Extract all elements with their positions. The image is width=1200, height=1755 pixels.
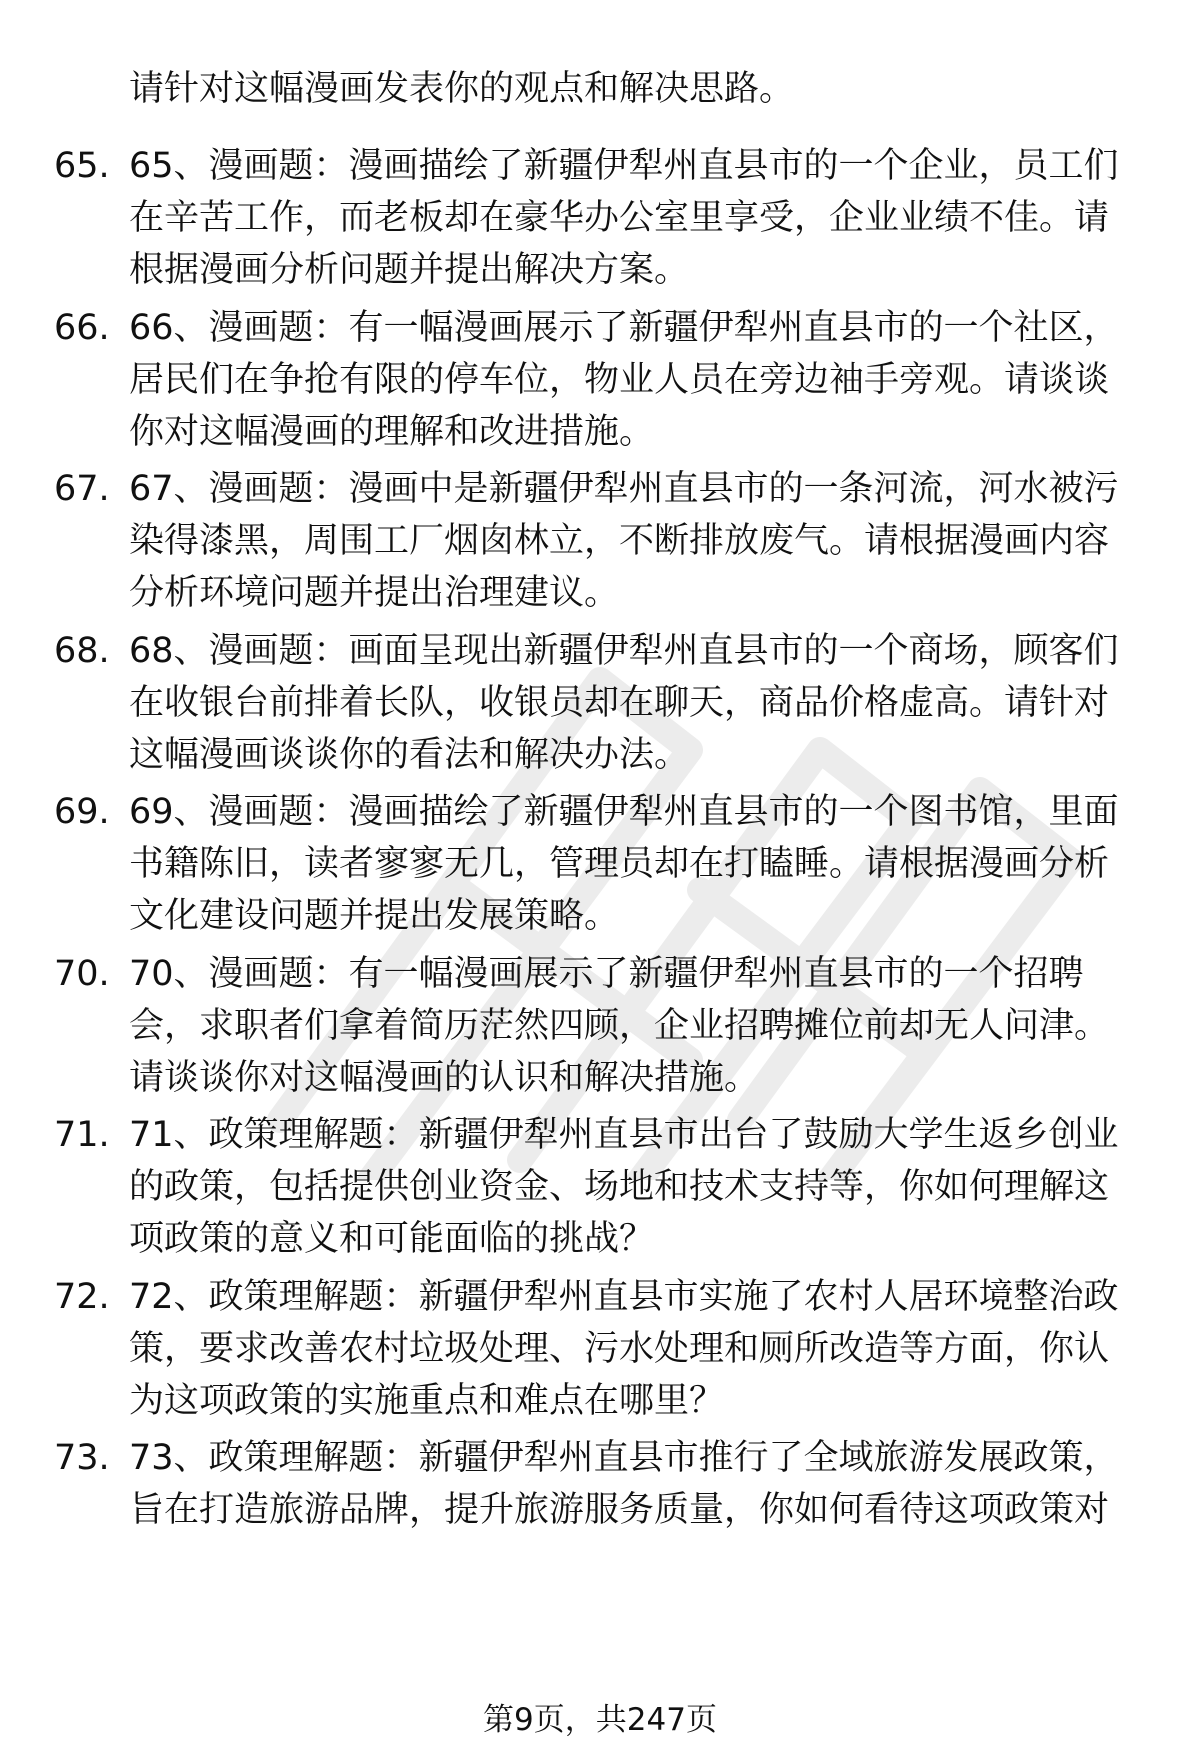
question-item-67 (0, 463, 1200, 625)
question-number: 72. (54, 1276, 110, 1317)
question-line: 为这项政策的实施重点和难点在哪里？ (129, 1380, 725, 1421)
page-footer: 第9页，共247页 (483, 1702, 717, 1738)
question-item-70 (0, 948, 1200, 1110)
question-text (129, 463, 1149, 619)
question-line: 会，求职者们拿着简历茫然四顾，企业招聘摊位前却无人问津。 (129, 1005, 1110, 1046)
question-line: 根据漫画分析问题并提出解决方案。 (129, 250, 690, 290)
question-line: 染得漆黑，周围工厂烟囱林立，不断排放废气。请根据漫画内容 (129, 521, 1110, 561)
question-text (129, 302, 1149, 458)
question-text (129, 1432, 1149, 1536)
question-line: 在辛苦工作，而老板却在豪华办公室里享受，企业业绩不佳。请 (129, 198, 1110, 238)
question-line: 书籍陈旧，读者寥寥无几，管理员却在打瞌睡。请根据漫画分析 (129, 844, 1110, 884)
intro-text: 请针对这幅漫画发表你的观点和解决思路。 (129, 69, 795, 109)
question-line: 文化建设问题并提出发展策略。 (129, 896, 620, 936)
question-item-72 (0, 1271, 1200, 1433)
question-item-66 (0, 302, 1200, 464)
question-text (129, 1271, 1149, 1427)
question-text (129, 140, 1149, 296)
question-line: 居民们在争抢有限的停车位，物业人员在旁边袖手旁观。请谈谈 (129, 359, 1110, 400)
question-text (129, 625, 1149, 781)
question-line: 67、漫画题：漫画中是新疆伊犁州直县市的一条河流，河水被污 (129, 469, 1119, 509)
question-item-73 (0, 1432, 1200, 1594)
question-number: 69. (54, 792, 110, 832)
question-line: 你对这幅漫画的理解和改进措施。 (129, 411, 655, 452)
question-line: 分析环境问题并提出治理建议。 (129, 573, 620, 613)
question-list (0, 140, 1200, 1594)
question-line: 65、漫画题：漫画描绘了新疆伊犁州直县市的一个企业，员工们 (129, 146, 1119, 186)
question-number: 67. (54, 469, 110, 509)
question-line: 73、政策理解题：新疆伊犁州直县市推行了全域旅游发展政策， (129, 1438, 1119, 1478)
question-item-69 (0, 786, 1200, 948)
question-line: 在收银台前排着长队，收银员却在聊天，商品价格虚高。请针对 (129, 682, 1110, 723)
question-line: 71、政策理解题：新疆伊犁州直县市出台了鼓励大学生返乡创业 (129, 1115, 1119, 1155)
question-number: 68. (54, 630, 110, 671)
question-line: 70、漫画题：有一幅漫画展示了新疆伊犁州直县市的一个招聘 (129, 953, 1084, 994)
question-line: 的政策，包括提供创业资金、场地和技术支持等，你如何理解这 (129, 1167, 1110, 1207)
question-item-71 (0, 1109, 1200, 1271)
question-number: 71. (54, 1115, 110, 1155)
question-item-65 (0, 140, 1200, 302)
question-line: 72、政策理解题：新疆伊犁州直县市实施了农村人居环境整治政 (129, 1276, 1119, 1317)
question-number: 70. (54, 953, 110, 994)
question-text (129, 1109, 1149, 1265)
question-line: 项政策的意义和可能面临的挑战？ (129, 1219, 655, 1259)
question-number: 73. (54, 1438, 110, 1478)
question-item-68 (0, 625, 1200, 787)
question-line: 69、漫画题：漫画描绘了新疆伊犁州直县市的一个图书馆，里面 (129, 792, 1119, 832)
question-number: 66. (54, 307, 110, 348)
question-number: 65. (54, 146, 110, 186)
question-line: 旨在打造旅游品牌，提升旅游服务质量，你如何看待这项政策对 (129, 1490, 1110, 1530)
question-text (129, 948, 1149, 1104)
question-line: 68、漫画题：画面呈现出新疆伊犁州直县市的一个商场，顾客们 (129, 630, 1119, 671)
question-line: 请谈谈你对这幅漫画的认识和解决措施。 (129, 1057, 760, 1098)
question-line: 这幅漫画谈谈你的看法和解决办法。 (129, 734, 690, 775)
question-text (129, 786, 1149, 942)
question-line: 策，要求改善农村垃圾处理、污水处理和厕所改造等方面，你认 (129, 1328, 1110, 1369)
question-line: 66、漫画题：有一幅漫画展示了新疆伊犁州直县市的一个社区， (129, 307, 1119, 348)
